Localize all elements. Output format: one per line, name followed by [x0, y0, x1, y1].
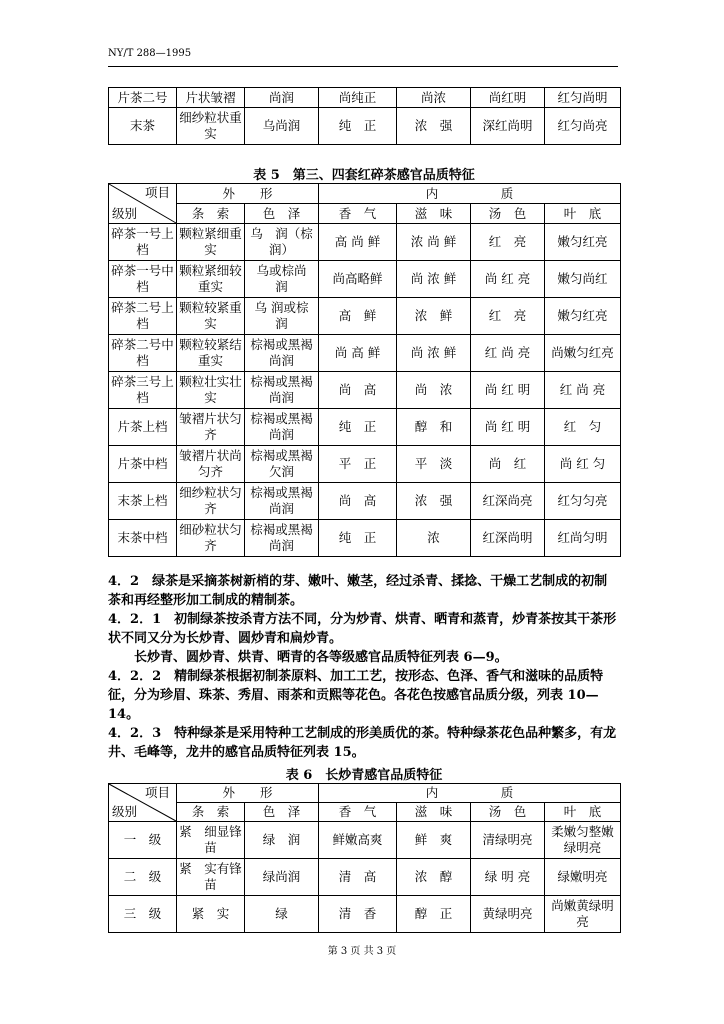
table6-corner-bottom: 级别	[112, 804, 138, 819]
row-grade-cell: 三 级	[109, 896, 177, 933]
table-cell: 棕褐或黑褐尚润	[245, 335, 319, 372]
table-cell: 纯 正	[319, 108, 397, 145]
table-cell: 尚 红 明	[471, 409, 545, 446]
table-row	[109, 261, 621, 298]
row-grade-cell: 片茶二号	[109, 88, 177, 108]
table-cell: 尚红明	[471, 88, 545, 108]
table-cell: 尚 浓 鲜	[397, 335, 471, 372]
table-cell: 乌尚润	[245, 108, 319, 145]
table-cell: 清绿明亮	[471, 822, 545, 859]
table-cell: 柔嫩匀整嫩绿明亮	[545, 822, 621, 859]
table6-col-header: 叶 底	[545, 803, 621, 822]
table6-group-inner: 内 质	[319, 784, 621, 803]
table-cell: 绿尚润	[245, 859, 319, 896]
table-cell: 绿嫩明亮	[545, 859, 621, 896]
table-continuation	[108, 87, 621, 145]
table-cell: 醇 正	[397, 896, 471, 933]
table6-corner-cell	[109, 784, 177, 822]
table-cell: 尚 高	[319, 483, 397, 520]
table-cell: 尚浓	[397, 88, 471, 108]
table6-col-header: 汤 色	[471, 803, 545, 822]
table-cell: 高 尚 鲜	[319, 224, 397, 261]
table-cell: 红匀尚亮	[545, 108, 621, 145]
table-cell: 细纱粒状匀齐	[177, 483, 245, 520]
table-cell: 鲜嫩高爽	[319, 822, 397, 859]
table-cell: 尚纯正	[319, 88, 397, 108]
table-cell: 绿	[245, 896, 319, 933]
table6	[108, 783, 627, 933]
row-grade-cell: 片茶上档	[109, 409, 177, 446]
table-cell: 乌 润（棕 润）	[245, 224, 319, 261]
body-paragraph: 4．2 绿茶是采摘茶树新梢的芽、嫩叶、嫩茎，经过杀青、揉捻、干燥工艺制成的初制茶和再经整形加工制成的精制茶。	[108, 574, 608, 608]
table-cell: 深红尚明	[471, 108, 545, 145]
table-cell: 红 尚 亮	[545, 372, 621, 409]
table-cell: 浓	[397, 520, 471, 557]
table-cell: 绿 润	[245, 822, 319, 859]
table5-col-header: 条 索	[177, 204, 245, 224]
body-paragraph: 4．2．3 特种绿茶是采用特种工艺制成的形美质优的茶。特种绿茶花色品种繁多，有龙井、毛峰等，龙井的感官品质特征列表 15。	[108, 726, 617, 760]
table-cell: 尚高略鲜	[319, 261, 397, 298]
table-cell: 紧 实	[177, 896, 245, 933]
table5-corner-top: 项目	[144, 185, 170, 200]
table5-group-outer: 外 形	[177, 184, 319, 204]
table-row	[109, 483, 621, 520]
table-cell: 颗粒较紧重实	[177, 298, 245, 335]
table-cell: 尚 红 亮	[471, 261, 545, 298]
table-cell: 红 亮	[471, 298, 545, 335]
table6-col-header: 条 索	[177, 803, 245, 822]
table-cell: 棕褐或黑褐尚润	[245, 483, 319, 520]
table-cell: 鲜 爽	[397, 822, 471, 859]
page-footer: 第 3 页 共 3 页	[327, 946, 397, 957]
table-cell: 片状皱褶	[177, 88, 245, 108]
row-grade-cell: 一 级	[109, 822, 177, 859]
table-cell: 黄绿明亮	[471, 896, 545, 933]
table-cell: 皱褶片状尚匀齐	[177, 446, 245, 483]
body-paragraph: 4．2．2 精制绿茶根据初制茶原料、加工工艺，按形态、色泽、香气和滋味的品质特征，分为珍眉、珠茶、秀眉、雨茶和贡熙等花色。各花色按感官品质分级，列表 10—14。	[108, 669, 604, 722]
table-cell: 红尚匀明	[545, 520, 621, 557]
row-grade-cell: 片茶中档	[109, 446, 177, 483]
standard-code: NY/T 288—1995	[108, 48, 192, 59]
table-cell: 颗粒紧细重实	[177, 224, 245, 261]
table-cell: 棕褐或黑褐尚润	[245, 409, 319, 446]
table5-corner-bottom: 级别	[112, 206, 138, 221]
table6-col-header: 色 泽	[245, 803, 319, 822]
table-row	[109, 335, 621, 372]
table-cell: 红 尚 亮	[471, 335, 545, 372]
table-cell: 红匀尚明	[545, 88, 621, 108]
table-cell: 红匀匀亮	[545, 483, 621, 520]
table-cell: 棕褐或黑褐尚润	[245, 520, 319, 557]
table-cell: 清 香	[319, 896, 397, 933]
table-cell: 乌 润或棕 润	[245, 298, 319, 335]
table6-col-header: 香 气	[319, 803, 397, 822]
table-row	[109, 108, 621, 145]
table-cell: 棕褐或黑褐欠润	[245, 446, 319, 483]
table5-col-header: 香 气	[319, 204, 397, 224]
row-grade-cell: 碎茶三号上档	[109, 372, 177, 409]
table-cell: 绿 明 亮	[471, 859, 545, 896]
table5-caption: 表 5 第三、四套红碎茶感官品质特征	[253, 168, 475, 183]
table-row	[109, 446, 621, 483]
table-cell: 乌或棕尚 润	[245, 261, 319, 298]
table-row	[109, 372, 621, 409]
table-cell: 尚 高	[319, 372, 397, 409]
body-paragraph: 长炒青、圆炒青、烘青、晒青的各等级感官品质特征列表 6—9。	[108, 650, 508, 665]
table-cell: 红深尚明	[471, 520, 545, 557]
table-cell: 红 亮	[471, 224, 545, 261]
table-row	[109, 822, 621, 859]
row-grade-cell: 末茶上档	[109, 483, 177, 520]
table-cell: 紧 细显锋苗	[177, 822, 245, 859]
table5-col-header: 汤 色	[471, 204, 545, 224]
table-row	[109, 409, 621, 446]
row-grade-cell: 碎茶二号上档	[109, 298, 177, 335]
table-cell: 尚 浓 鲜	[397, 261, 471, 298]
table-cell: 颗粒紧细较重实	[177, 261, 245, 298]
table-row	[109, 520, 621, 557]
table6-col-header: 滋 味	[397, 803, 471, 822]
table6-group-outer: 外 形	[177, 784, 319, 803]
table-cell: 尚嫩匀红亮	[545, 335, 621, 372]
table-cell: 尚 高 鲜	[319, 335, 397, 372]
row-grade-cell: 碎茶一号上档	[109, 224, 177, 261]
table5-col-header: 叶 底	[545, 204, 621, 224]
table-cell: 清 高	[319, 859, 397, 896]
table-cell: 尚 浓	[397, 372, 471, 409]
table-cell: 高 鲜	[319, 298, 397, 335]
table5-group-inner: 内 质	[319, 184, 621, 204]
table-cell: 纯 正	[319, 409, 397, 446]
table-cell: 尚嫩黄绿明 亮	[545, 896, 621, 933]
table-cell: 皱褶片状匀齐	[177, 409, 245, 446]
table-cell: 细砂粒状匀齐	[177, 520, 245, 557]
table-cell: 颗粒较紧结重实	[177, 335, 245, 372]
row-grade-cell: 碎茶一号中档	[109, 261, 177, 298]
table-cell: 醇 和	[397, 409, 471, 446]
table-cell: 紧 实有锋苗	[177, 859, 245, 896]
header-rule	[108, 66, 618, 67]
table-cell: 红 匀	[545, 409, 621, 446]
table-cell: 浓 强	[397, 108, 471, 145]
table-row	[109, 859, 621, 896]
table-cell: 尚润	[245, 88, 319, 108]
table-cell: 浓 醇	[397, 859, 471, 896]
table-cell: 浓 尚 鲜	[397, 224, 471, 261]
table-cell: 平 淡	[397, 446, 471, 483]
table-cell: 棕褐或黑褐尚润	[245, 372, 319, 409]
table-cell: 纯 正	[319, 520, 397, 557]
table5	[108, 183, 621, 557]
table-cell: 尚 红	[471, 446, 545, 483]
table-cell: 尚 红 明	[471, 372, 545, 409]
table5-corner-cell	[109, 184, 177, 224]
table-cell: 浓 鲜	[397, 298, 471, 335]
table-cell: 嫩匀红亮	[545, 224, 621, 261]
table-row	[109, 88, 621, 108]
table-cell: 细纱粒状重 实	[177, 108, 245, 145]
body-paragraph: 4．2．1 初制绿茶按杀青方法不同，分为炒青、烘青、晒青和蒸青，炒青茶按其干茶形状不同又分为长炒青、圆炒青和扁炒青。	[108, 612, 617, 646]
row-grade-cell: 末茶	[109, 108, 177, 145]
row-grade-cell: 碎茶二号中档	[109, 335, 177, 372]
table6-caption: 表 6 长炒青感官品质特征	[285, 768, 443, 783]
row-grade-cell: 末茶中档	[109, 520, 177, 557]
table-cell: 浓 强	[397, 483, 471, 520]
table-cell: 嫩匀红亮	[545, 298, 621, 335]
table-cell: 尚 红 匀	[545, 446, 621, 483]
table-cell: 颗粒壮实壮实	[177, 372, 245, 409]
table-cell: 平 正	[319, 446, 397, 483]
table-cell: 红深尚亮	[471, 483, 545, 520]
table-row	[109, 896, 621, 933]
table5-col-header: 色 泽	[245, 204, 319, 224]
table-cell: 嫩匀尚红	[545, 261, 621, 298]
row-grade-cell: 二 级	[109, 859, 177, 896]
table6-corner-top: 项目	[144, 785, 170, 800]
table-row	[109, 298, 621, 335]
table-row	[109, 224, 621, 261]
table5-col-header: 滋 味	[397, 204, 471, 224]
